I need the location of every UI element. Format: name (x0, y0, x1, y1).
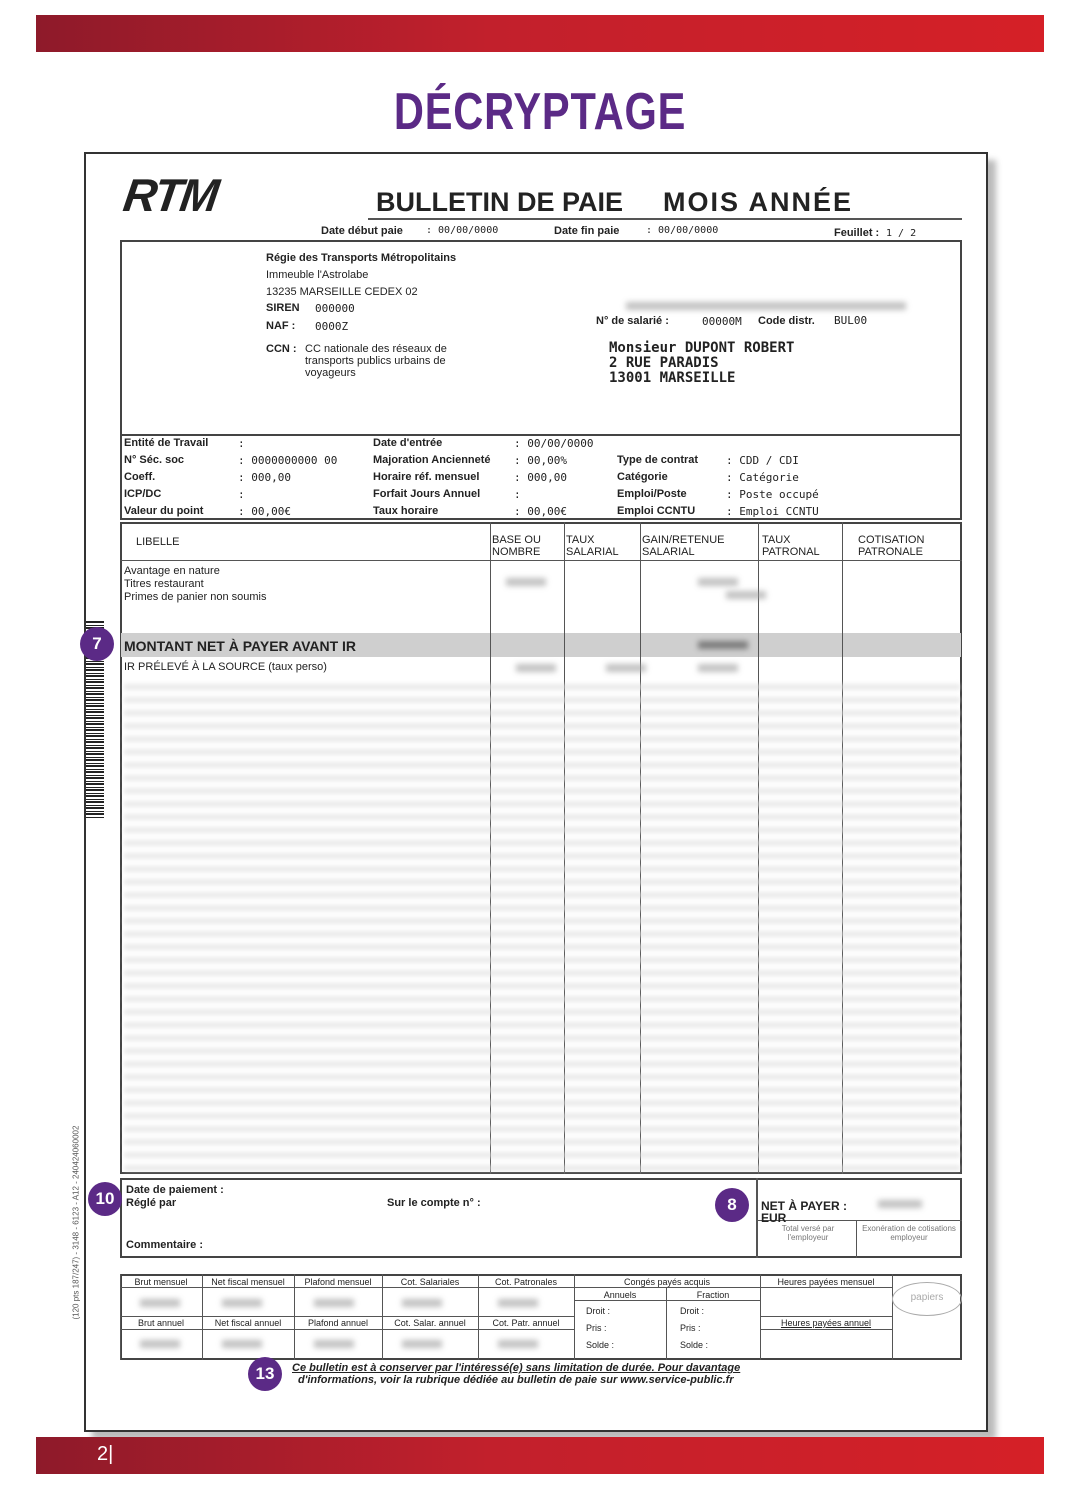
info-label: Entité de Travail (124, 437, 209, 449)
row-avantage: Avantage en nature (124, 565, 220, 577)
total-label: Plafond mensuel (304, 1277, 372, 1287)
net-avant-ir: MONTANT NET À PAYER AVANT IR (124, 638, 357, 654)
conges-droit: Droit : (680, 1306, 705, 1316)
employee-street: 2 RUE PARADIS (609, 355, 719, 371)
heures-mensuel: Heures payées mensuel (777, 1277, 875, 1287)
total-label: Cot. Salariales (400, 1277, 460, 1287)
fraction-label: Fraction (696, 1290, 730, 1300)
rtm-logo: RTM (120, 169, 221, 221)
exoneration: Exonération de cotisations employeur (862, 1224, 956, 1242)
blurred-value (222, 1299, 262, 1307)
info-value: : (514, 488, 521, 501)
page-title: DÉCRYPTAGE (393, 83, 687, 141)
side-code: (120 pts 187/247) - 3148 - 6123 - A12 - 240424060002 (71, 1125, 81, 1320)
page-number: 2| (97, 1443, 114, 1465)
ccn: CC nationale des réseaux de transports publics urbains de voyageurs (305, 343, 447, 379)
blurred-address (626, 302, 906, 310)
salarie: 00000M (702, 315, 742, 328)
blurred-value (140, 1340, 180, 1348)
date-fin-label: Date fin paie (554, 225, 620, 237)
papiers-logo: papiers (892, 1282, 962, 1316)
feuillet: 1 / 2 (886, 228, 917, 239)
info-value: : 00/00/0000 (514, 437, 594, 450)
ir-row: IR PRÉLEVÉ À LA SOURCE (taux perso) (124, 661, 327, 673)
badge-8: 8 (715, 1188, 749, 1222)
row-primes: Primes de panier non soumis (124, 591, 267, 603)
info-value: : Catégorie (726, 471, 799, 484)
employee-name: Monsieur DUPONT ROBERT (609, 340, 795, 356)
info-value: : Emploi CCNTU (726, 505, 819, 518)
blurred-value (698, 641, 748, 649)
employer-address1: Immeuble l'Astrolabe (266, 269, 369, 281)
info-value: : CDD / CDI (726, 454, 799, 467)
net-a-payer-label: NET À PAYER : (761, 1199, 848, 1213)
date-debut: : 00/00/0000 (426, 225, 499, 236)
info-label: ICP/DC (124, 488, 162, 500)
footer-note-2: d'informations, voir la rubrique dédiée au bulletin de paie sur www.service-public.fr (298, 1374, 734, 1386)
info-label: Catégorie (617, 471, 668, 483)
column-header: TAUX PATRONAL (762, 534, 820, 558)
total-verse: Total versé par l'employeur (781, 1224, 835, 1242)
info-label: Date d'entrée (373, 437, 443, 449)
conges-solde: Solde : (680, 1340, 709, 1350)
employer-name: Régie des Transports Métropolitains (266, 252, 457, 264)
column-header: COTISATION PATRONALE (858, 534, 925, 558)
blurred-value (606, 664, 646, 672)
conges-label: Congés payés acquis (623, 1277, 711, 1287)
info-label: Taux horaire (373, 505, 439, 517)
info-value: : (238, 488, 245, 501)
badge-10: 10 (88, 1182, 122, 1216)
info-label: Emploi/Poste (617, 488, 687, 500)
badge-7: 7 (80, 627, 114, 661)
info-label: Coeff. (124, 471, 156, 483)
blurred-value (506, 578, 546, 586)
info-label: Valeur du point (124, 505, 204, 517)
annuels-label: Annuels (603, 1290, 637, 1300)
conges-pris: Pris : (586, 1323, 607, 1333)
compte-label: Sur le compte n° : (387, 1197, 481, 1209)
conges-solde: Solde : (586, 1340, 615, 1350)
info-label: Majoration Ancienneté (373, 454, 491, 466)
blurred-value (498, 1340, 538, 1348)
info-value: : 00,00€ (514, 505, 567, 518)
naf: 0000Z (315, 320, 349, 333)
siren-label: SIREN (266, 302, 300, 314)
info-value: : 000,00 (514, 471, 567, 484)
header-libelle: LIBELLE (136, 536, 180, 548)
total-label: Brut annuel (137, 1318, 185, 1328)
blurred-value (314, 1299, 354, 1307)
date-debut-label: Date début paie (321, 225, 403, 237)
doc-period: MOIS ANNÉE (663, 187, 854, 217)
info-value: : 00,00€ (238, 505, 291, 518)
code: BUL00 (834, 314, 868, 327)
blurred-value (314, 1340, 354, 1348)
info-value: : 000,00 (238, 471, 291, 484)
total-label: Plafond annuel (307, 1318, 369, 1328)
date-paiement-label: Date de paiement : (126, 1184, 224, 1196)
blurred-value (698, 578, 738, 586)
total-label: Cot. Patronales (494, 1277, 558, 1287)
salarie-label: N° de salarié : (596, 315, 669, 327)
date-fin: : 00/00/0000 (646, 225, 719, 236)
commentaire-label: Commentaire : (126, 1239, 204, 1251)
payment-box (120, 1178, 962, 1258)
blurred-value (698, 664, 738, 672)
total-label: Net fiscal annuel (214, 1318, 282, 1328)
info-value: : (238, 437, 245, 450)
row-titres: Titres restaurant (124, 578, 204, 590)
info-label: Emploi CCNTU (617, 505, 696, 517)
blurred-value (140, 1299, 180, 1307)
column-header: BASE OU NOMBRE (492, 534, 541, 558)
siren: 000000 (315, 302, 355, 315)
total-label: Cot. Salar. annuel (394, 1318, 466, 1328)
column-header: GAIN/RETENUE SALARIAL (642, 534, 725, 558)
info-value: : Poste occupé (726, 488, 819, 501)
employer-address2: 13235 MARSEILLE CEDEX 02 (266, 286, 418, 298)
conges-droit: Droit : (586, 1306, 611, 1316)
blurred-net (878, 1200, 922, 1208)
blurred-value (222, 1340, 262, 1348)
info-label: Type de contrat (617, 454, 699, 466)
conges-pris: Pris : (680, 1323, 701, 1333)
regle-par-label: Réglé par (126, 1197, 177, 1209)
heures-annuel: Heures payées annuel (780, 1318, 872, 1328)
blurred-value (516, 664, 556, 672)
ccn-label: CCN : (266, 343, 297, 355)
code-label: Code distr. (758, 315, 815, 327)
employee-city: 13001 MARSEILLE (609, 370, 736, 386)
info-value: : 00,00% (514, 454, 567, 467)
total-label: Net fiscal mensuel (211, 1277, 285, 1287)
info-label: Forfait Jours Annuel (373, 488, 481, 500)
feuillet-label: Feuillet : (834, 227, 880, 239)
info-value: : 0000000000 00 (238, 454, 338, 467)
total-label: Cot. Patr. annuel (492, 1318, 560, 1328)
total-label: Brut mensuel (134, 1277, 188, 1287)
info-label: N° Séc. soc (124, 454, 185, 466)
payslip-document (84, 152, 988, 1432)
bottom-red-bar (36, 1437, 1044, 1474)
info-label: Horaire réf. mensuel (373, 471, 480, 483)
doc-title: BULLETIN DE PAIE (376, 187, 624, 217)
column-header: TAUX SALARIAL (566, 534, 619, 558)
top-red-bar (36, 15, 1044, 52)
naf-label: NAF : (266, 320, 296, 332)
blurred-value (498, 1299, 538, 1307)
blurred-value (402, 1340, 442, 1348)
address-box (120, 240, 962, 436)
blurred-value (726, 591, 766, 599)
blurred-value (402, 1299, 442, 1307)
currency: EUR (761, 1211, 787, 1225)
footer-note-1: Ce bulletin est à conserver par l'intéressé(e) sans limitation de durée. Pour davantage (292, 1362, 741, 1374)
badge-13: 13 (248, 1357, 282, 1391)
